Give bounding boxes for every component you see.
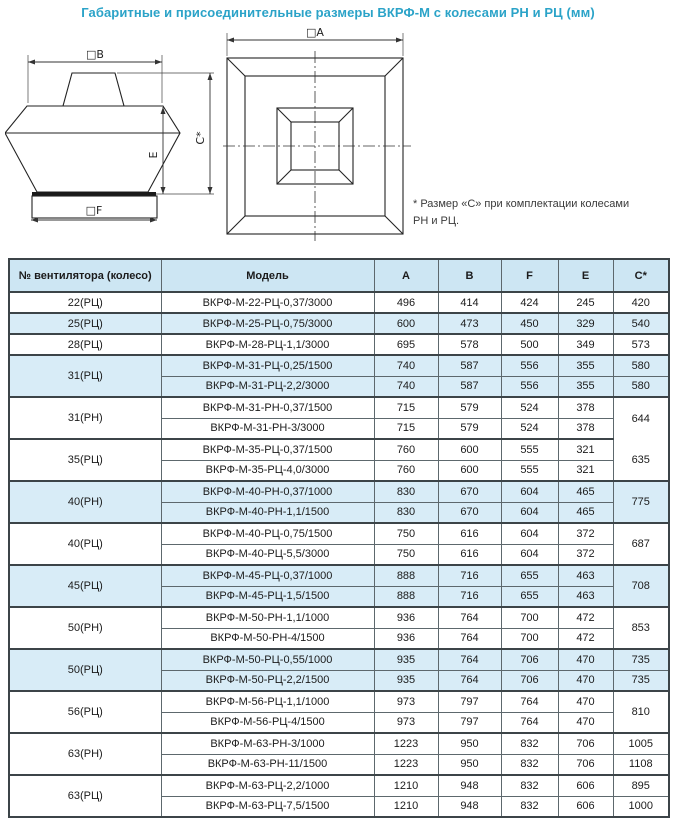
dim-f-cell: 556 [501,355,558,376]
dim-e-cell: 349 [558,334,613,355]
arrowhead [161,187,166,194]
dim-a-cell: 973 [374,712,438,733]
dim-e-cell: 372 [558,544,613,565]
dim-a-cell: 830 [374,502,438,523]
model-cell: ВКРФ-М-63-РЦ-7,5/1500 [161,796,374,817]
model-cell: ВКРФ-М-22-РЦ-0,37/3000 [161,292,374,313]
fan-number-cell: 63(РН) [9,733,161,775]
fan-number-cell: 45(РЦ) [9,565,161,607]
fan-side-view-drawing [5,45,220,237]
model-cell: ВКРФ-М-50-РЦ-0,55/1000 [161,649,374,670]
dim-f-cell: 450 [501,313,558,334]
corner-diagonal [227,58,245,76]
dim-a-cell: 1223 [374,754,438,775]
dim-b-cell: 587 [438,376,501,397]
footnote-line2: РН и РЦ. [413,214,460,227]
table-row [9,397,669,418]
dim-e-cell: 470 [558,670,613,691]
fan-number-cell: 31(РЦ) [9,355,161,397]
dim-c-cell: 420 [613,292,669,313]
model-cell: ВКРФ-М-63-РН-3/1000 [161,733,374,754]
dim-a-cell: 973 [374,691,438,712]
model-cell: ВКРФ-М-25-РЦ-0,75/3000 [161,313,374,334]
dim-e-cell: 355 [558,355,613,376]
dim-c-cell: 1108 [613,754,669,775]
dim-f-cell: 832 [501,733,558,754]
dim-e-cell: 463 [558,586,613,607]
dim-e-cell: 706 [558,733,613,754]
dim-f-cell: 700 [501,607,558,628]
dim-e-cell: 355 [558,376,613,397]
dim-b-cell: 616 [438,544,501,565]
dim-label-e: E [147,151,160,159]
fan-number-cell: 56(РЦ) [9,691,161,733]
dim-e-cell: 378 [558,397,613,418]
model-cell: ВКРФ-М-31-РН-0,37/1500 [161,397,374,418]
dim-b-cell: 950 [438,754,501,775]
dim-b-cell: 587 [438,355,501,376]
dim-c-cell: 644 [613,397,669,439]
model-cell: ВКРФ-М-40-РН-0,37/1000 [161,481,374,502]
model-cell: ВКРФ-М-40-РЦ-0,75/1500 [161,523,374,544]
column-header-fan-number: № вентилятора (колесо) [9,259,161,292]
dim-c-cell: 708 [613,565,669,607]
dim-c-cell: 1005 [613,733,669,754]
dim-e-cell: 465 [558,502,613,523]
page-title: Габаритные и присоединительные размеры ВКРФ-М с колесами РН и РЦ (мм) [81,5,595,20]
fan-number-cell: 31(РН) [9,397,161,439]
dim-a-cell: 600 [374,313,438,334]
model-cell: ВКРФ-М-31-РЦ-0,25/1500 [161,355,374,376]
model-cell: ВКРФ-М-31-РН-3/3000 [161,418,374,439]
dim-b-cell: 764 [438,670,501,691]
dim-a-cell: 830 [374,481,438,502]
dim-a-cell: 935 [374,649,438,670]
dim-b-cell: 716 [438,565,501,586]
dim-a-cell: 1223 [374,733,438,754]
dim-b-cell: 579 [438,418,501,439]
dim-label-f: □F [85,204,103,217]
dim-b-cell: 670 [438,502,501,523]
model-cell: ВКРФ-М-56-РЦ-1,1/1000 [161,691,374,712]
dim-label-b: □B [86,48,104,61]
dim-c-cell: 580 [613,376,669,397]
dim-f-cell: 500 [501,334,558,355]
dim-f-cell: 706 [501,670,558,691]
dim-e-cell: 378 [558,418,613,439]
corner-diagonal [339,108,353,122]
model-cell: ВКРФ-М-40-РЦ-5,5/3000 [161,544,374,565]
dim-c-cell: 687 [613,523,669,565]
dim-f-cell: 700 [501,628,558,649]
dim-c-cell: 775 [613,481,669,523]
dim-b-cell: 616 [438,523,501,544]
model-cell: ВКРФ-М-35-РЦ-4,0/3000 [161,460,374,481]
fan-number-cell: 35(РЦ) [9,439,161,481]
dim-a-cell: 888 [374,586,438,607]
table-row [9,439,669,460]
dim-f-cell: 764 [501,691,558,712]
base-plate-shape [32,192,156,196]
dim-b-cell: 797 [438,712,501,733]
dim-c-cell: 735 [613,670,669,691]
dim-f-cell: 555 [501,439,558,460]
dim-f-cell: 604 [501,523,558,544]
table-container [8,258,670,818]
dim-f-cell: 524 [501,397,558,418]
dim-b-cell: 670 [438,481,501,502]
fan-number-cell: 63(РЦ) [9,775,161,817]
dim-f-cell: 832 [501,754,558,775]
dim-c-cell: 635 [613,439,669,481]
model-cell: ВКРФ-М-45-РЦ-1,5/1500 [161,586,374,607]
dim-e-cell: 606 [558,775,613,796]
dim-f-cell: 604 [501,544,558,565]
model-cell: ВКРФ-М-63-РН-11/1500 [161,754,374,775]
dimensions-table [8,258,670,818]
dim-f-cell: 764 [501,712,558,733]
dim-e-cell: 372 [558,523,613,544]
dim-label-a: □A [306,26,324,39]
dim-f-cell: 832 [501,775,558,796]
arrowhead [155,60,162,65]
dim-a-cell: 936 [374,607,438,628]
model-cell: ВКРФ-М-50-РЦ-2,2/1500 [161,670,374,691]
table-row [9,523,669,544]
column-header-b: B [438,259,501,292]
dim-a-cell: 1210 [374,775,438,796]
table-row [9,355,669,376]
dim-e-cell: 470 [558,712,613,733]
corner-diagonal [277,108,291,122]
table-row [9,733,669,754]
dim-b-cell: 600 [438,439,501,460]
dim-b-cell: 414 [438,292,501,313]
fan-number-cell: 25(РЦ) [9,313,161,334]
dim-e-cell: 329 [558,313,613,334]
footnote [413,196,669,229]
column-header-f: F [501,259,558,292]
fan-top-view-drawing [222,25,417,243]
dim-a-cell: 715 [374,397,438,418]
dim-f-cell: 604 [501,502,558,523]
dim-a-cell: 715 [374,418,438,439]
dim-a-cell: 740 [374,355,438,376]
corner-diagonal [227,216,245,234]
dim-f-cell: 655 [501,565,558,586]
dim-b-cell: 950 [438,733,501,754]
model-cell: ВКРФ-М-28-РЦ-1,1/3000 [161,334,374,355]
model-cell: ВКРФ-М-40-РН-1,1/1500 [161,502,374,523]
dim-e-cell: 472 [558,607,613,628]
dim-c-cell: 735 [613,649,669,670]
dim-b-cell: 600 [438,460,501,481]
table-row [9,649,669,670]
table-row [9,691,669,712]
model-cell: ВКРФ-М-50-РН-4/1500 [161,628,374,649]
dim-f-cell: 555 [501,460,558,481]
dim-c-cell: 573 [613,334,669,355]
dim-c-cell: 580 [613,355,669,376]
arrowhead [208,73,213,80]
dim-e-cell: 472 [558,628,613,649]
footnote-line1: * Размер «С» при комплектации колесами [413,198,630,210]
dim-b-cell: 764 [438,649,501,670]
dim-a-cell: 1210 [374,796,438,817]
dim-f-cell: 604 [501,481,558,502]
table-row [9,313,669,334]
fan-number-cell: 22(РЦ) [9,292,161,313]
dim-a-cell: 740 [374,376,438,397]
dim-b-cell: 948 [438,796,501,817]
column-header-e: E [558,259,613,292]
dim-a-cell: 750 [374,544,438,565]
table-row [9,565,669,586]
fan-number-cell: 40(РЦ) [9,523,161,565]
dim-a-cell: 760 [374,439,438,460]
dim-a-cell: 888 [374,565,438,586]
model-cell: ВКРФ-М-50-РН-1,1/1000 [161,607,374,628]
dim-a-cell: 496 [374,292,438,313]
dim-a-cell: 935 [374,670,438,691]
dim-b-cell: 716 [438,586,501,607]
dim-e-cell: 245 [558,292,613,313]
model-cell: ВКРФ-М-35-РЦ-0,37/1500 [161,439,374,460]
corner-diagonal [385,58,403,76]
model-cell: ВКРФ-М-31-РЦ-2,2/3000 [161,376,374,397]
table-row [9,607,669,628]
column-header-model: Модель [161,259,374,292]
dim-b-cell: 764 [438,628,501,649]
dim-e-cell: 463 [558,565,613,586]
dim-a-cell: 750 [374,523,438,544]
dim-c-cell: 540 [613,313,669,334]
dim-b-cell: 579 [438,397,501,418]
dim-b-cell: 473 [438,313,501,334]
dim-c-cell: 1000 [613,796,669,817]
model-cell: ВКРФ-М-56-РЦ-4/1500 [161,712,374,733]
dim-e-cell: 706 [558,754,613,775]
dim-f-cell: 524 [501,418,558,439]
dim-e-cell: 321 [558,439,613,460]
dim-e-cell: 470 [558,649,613,670]
dim-b-cell: 948 [438,775,501,796]
corner-diagonal [385,216,403,234]
table-row [9,481,669,502]
dim-e-cell: 465 [558,481,613,502]
dim-f-cell: 832 [501,796,558,817]
arrowhead [28,60,35,65]
dim-e-cell: 470 [558,691,613,712]
motor-cover-shape [63,73,124,106]
dim-a-cell: 760 [374,460,438,481]
fan-number-cell: 50(РН) [9,607,161,649]
arrowhead [227,38,234,43]
table-row [9,334,669,355]
dim-e-cell: 321 [558,460,613,481]
corner-diagonal [277,170,291,184]
model-cell: ВКРФ-М-63-РЦ-2,2/1000 [161,775,374,796]
dim-b-cell: 578 [438,334,501,355]
table-row [9,775,669,796]
header-row [9,259,669,292]
table-row [9,292,669,313]
dim-b-cell: 797 [438,691,501,712]
fan-number-cell: 40(РН) [9,481,161,523]
dim-c-cell: 810 [613,691,669,733]
dim-label-c: C* [194,131,207,145]
column-header-a: A [374,259,438,292]
dim-a-cell: 936 [374,628,438,649]
dim-f-cell: 556 [501,376,558,397]
arrowhead [396,38,403,43]
fan-number-cell: 28(РЦ) [9,334,161,355]
model-cell: ВКРФ-М-45-РЦ-0,37/1000 [161,565,374,586]
dim-f-cell: 706 [501,649,558,670]
dim-b-cell: 764 [438,607,501,628]
dim-f-cell: 655 [501,586,558,607]
arrowhead [208,187,213,194]
dim-e-cell: 606 [558,796,613,817]
dim-a-cell: 695 [374,334,438,355]
fan-body-shape [5,106,180,192]
dim-c-cell: 895 [613,775,669,796]
dim-f-cell: 424 [501,292,558,313]
corner-diagonal [339,170,353,184]
fan-number-cell: 50(РЦ) [9,649,161,691]
dim-c-cell: 853 [613,607,669,649]
column-header-c: C* [613,259,669,292]
